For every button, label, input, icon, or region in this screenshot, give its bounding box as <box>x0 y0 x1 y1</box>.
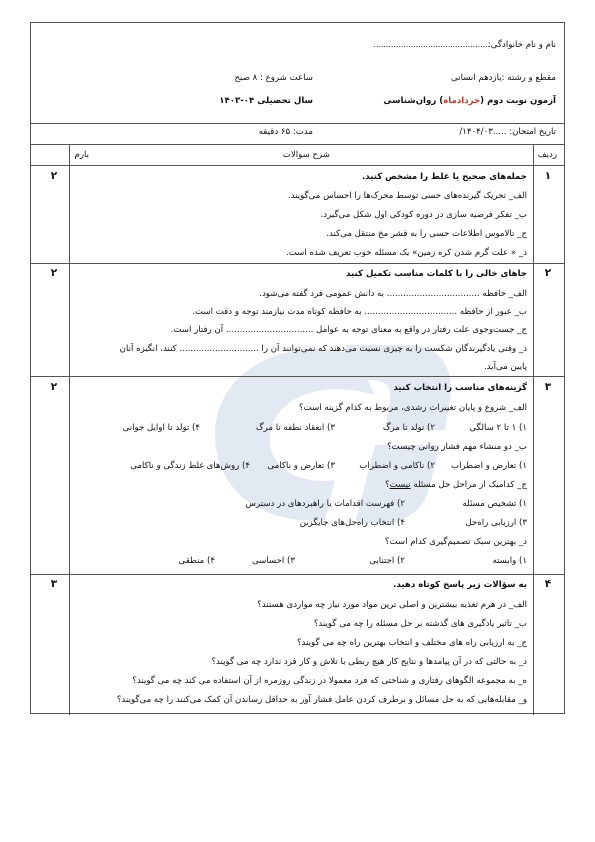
section-4-item: د_ به حالتی که در آن پیامدها و نتایج کار هیچ ربطی با تلاش و کار فرد ندارد چه می گویند؟ <box>211 657 527 667</box>
column-score-header: بارم <box>74 150 89 160</box>
section-1-item: ب_ تفکر فرضیه سازی در دوره کودکی اول شکل می‌گیرد. <box>320 210 527 220</box>
option: ۱) تشخیص مسئله <box>462 499 527 509</box>
section-2-top <box>31 263 564 264</box>
section-1-title: جمله‌های صحیح یا غلط را مشخص کنید. <box>361 172 527 182</box>
section-4-top <box>31 574 564 575</box>
section-2-title: جاهای خالی را با کلمات مناسب تکمیل کنید <box>346 269 527 279</box>
row-column-divider <box>533 144 534 715</box>
option: ۱) وابسته <box>492 556 527 566</box>
exam-date: تاریخ امتحان: .....۱۴۰۴/۰۳/ <box>459 127 556 137</box>
section-2-item: ب_ عبور از حافظه .................................. به حافظه کوتاه مدت نیازمند توجه و دقت است. <box>192 307 527 317</box>
column-questions-header: شرح سوالات <box>282 150 330 160</box>
option: ۲) تولد تا مرگ <box>382 423 435 433</box>
score-column-divider <box>69 144 70 715</box>
column-row-header: ردیف <box>537 150 557 160</box>
section-3-score: ۲ <box>50 381 58 393</box>
underlined-word: نیست <box>389 480 411 490</box>
option: ۲) فهرست اقدامات یا راهبردهای در دسترس <box>245 499 405 509</box>
option: ۴) روش‌های غلط زندگی و ناکامی <box>130 461 250 471</box>
section-2-number: ۲ <box>544 267 552 279</box>
section-3-top <box>31 376 564 377</box>
option: ۲) ناکامی و اضطراب <box>359 461 435 471</box>
section-4-score: ۳ <box>50 578 58 590</box>
option: ۳) تعارض و ناکامی <box>267 461 335 471</box>
section-4-item: ج_ به ارزیابی راه های مختلف و انتخاب بهترین راه چه می گویند؟ <box>297 638 527 648</box>
start-time: ساعت شروع : ۸ صبح <box>234 73 313 83</box>
option: ۳) انعقاد نطفه تا مرگ <box>255 423 335 433</box>
section-1-item: الف_ تحریک گیرنده‌های حسی توسط محرک‌ها را احساس می‌گویند. <box>287 191 527 201</box>
option: ۱) ۱ تا ۲ سالگی <box>469 423 527 433</box>
section-3-question: ج_ کدامیک از مراحل حل مسئله نیست؟ <box>385 480 527 490</box>
option: ۳) احساسی <box>251 556 295 566</box>
section-4-number: ۴ <box>544 578 552 590</box>
section-1-item: ج_ تالاموس اطلاعات حسی را به قشر مخ منتقل می‌کند. <box>326 229 527 239</box>
option: ۴) تولد تا اوایل جوانی <box>122 423 200 433</box>
name-dots: ............................................... <box>373 40 490 49</box>
section-2-item: پایین می‌آید. <box>483 362 527 372</box>
section-1-item: د_ « علت گرم شدن کره زمین» یک مسئله خوب تعریف شده است. <box>285 248 527 258</box>
school-year: سال تحصیلی ۰۴-۱۴۰۳ <box>219 96 313 106</box>
exam-duration: مدت: ۶۵ دقیقه <box>258 127 313 137</box>
section-1-top <box>31 165 564 166</box>
section-4-item: ب_ تاثیر یادگیری های گذشته بر حل مسئله را چه می گویند؟ <box>313 619 527 629</box>
exam-title: آزمون نوبت دوم (خردادماه) روان‌شناسی <box>383 96 556 106</box>
section-1-score: ۲ <box>50 170 58 182</box>
exam-month: خردادماه <box>443 96 481 106</box>
section-3-title: گزینه‌های مناسب را انتخاب کنید <box>393 383 527 393</box>
section-3-question: د_ بهترین سبک تصمیم‌گیری کدام است؟ <box>384 537 527 547</box>
option: ۴) منطقی <box>178 556 215 566</box>
section-1-number: ۱ <box>544 170 552 182</box>
section-3-number: ۳ <box>544 381 552 393</box>
section-4-title: به سؤالات زیر پاسخ کوتاه دهید. <box>393 580 527 590</box>
option: ۱) تعارض و اضطراب <box>451 461 527 471</box>
section-2-item: د_ وقتی یادگیرندگان شکست را به چیزی نسبت می‌دهند که نمی‌توانند آن را ............................. کنند، انگیزه آنان <box>119 344 527 354</box>
name-label: نام و نام خانوادگی: <box>487 40 556 50</box>
section-4-item: و_ مقابله‌هایی که به حل مسائل و برطرف کردن عامل فشار آور به حداقل رساندن آن کمک می‌کنند را چه می‌گویند؟ <box>116 695 527 705</box>
option: ۴) انتخاب راه‌حل‌های جایگزین <box>299 518 405 528</box>
option: ۳) ارزیابی راه‌حل <box>465 518 527 528</box>
section-4-item: الف_ در هرم تغذیه بیشترین و اصلی ترین مواد مورد نیاز چه مواردی هستند؟ <box>257 600 527 610</box>
option: ۲) اجتنابی <box>369 556 405 566</box>
section-3-question: ب_ دو منشاء مهم فشار روانی چیست؟ <box>387 442 527 452</box>
section-4-item: ه_ به مجموعه الگوهای رفتاری و شناختی که فرد معمولا در زندگی روزمره از آن استفاده می کند چه می گویند؟ <box>132 676 527 686</box>
section-2-item: الف_ حافظه .................................. به دانش عمومی فرد گفته می‌شود. <box>259 289 527 299</box>
header-separator <box>31 123 564 124</box>
section-2-item: ج_ جست‌وجوی علت رفتار در واقع به معنای توجه به عوامل ................................ آن رفتار است. <box>170 325 527 335</box>
section-2-score: ۲ <box>50 267 58 279</box>
grade-label: مقطع و رشته :یازدهم انسانی <box>451 73 556 83</box>
columns-separator <box>31 144 564 145</box>
section-3-question: الف_ شروع و پایان تغییرات رشدی، مربوط به کدام گزینه است؟ <box>299 403 527 413</box>
